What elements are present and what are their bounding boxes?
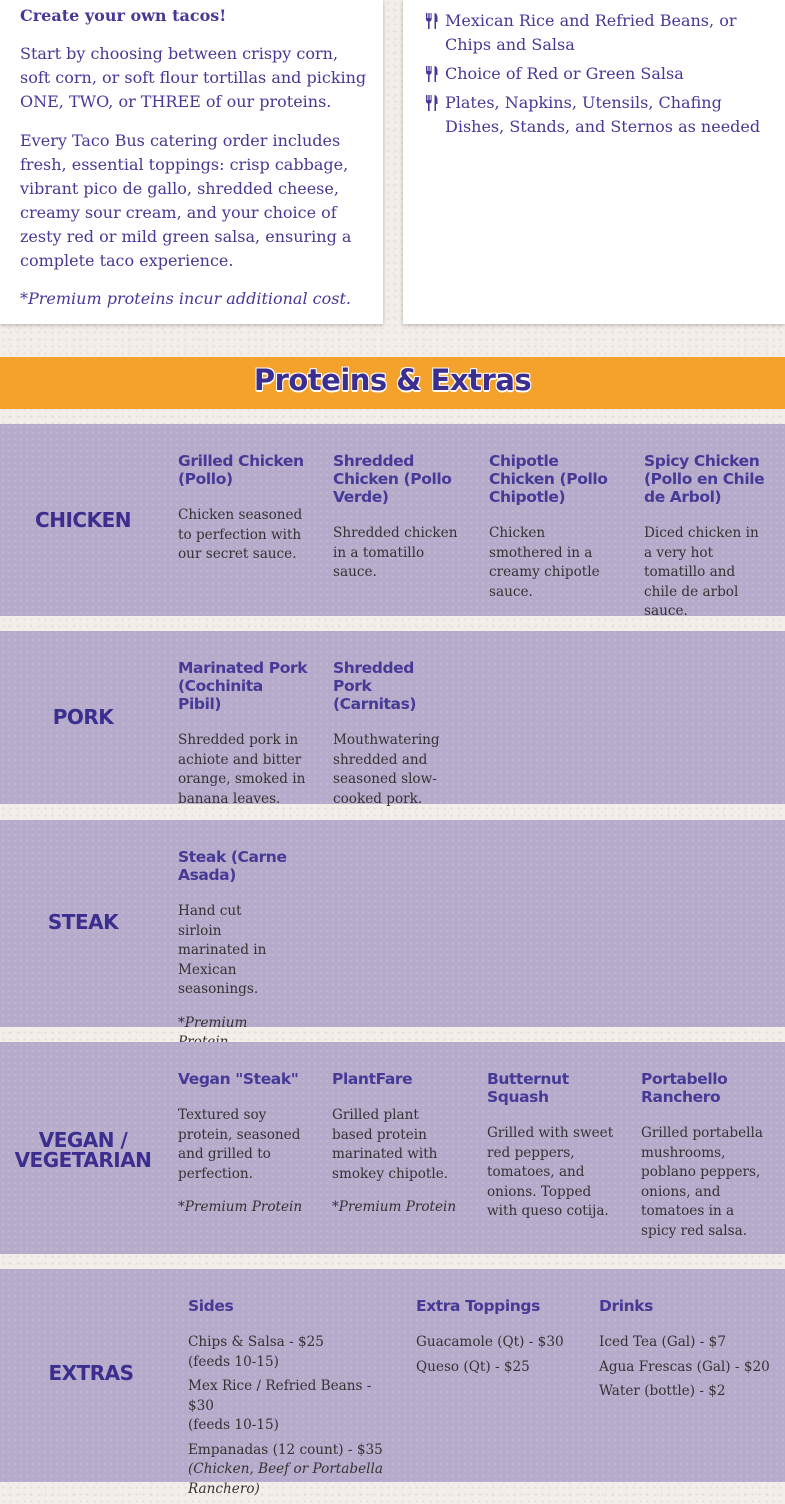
included-item-text: Choice of Red or Green Salsa bbox=[445, 64, 684, 83]
menu-item bbox=[333, 452, 465, 583]
menu-item bbox=[644, 452, 768, 622]
steak-section bbox=[0, 820, 785, 1031]
extras-line-sub: (feeds 10-15) bbox=[188, 1417, 279, 1433]
item-description: Diced chicken in a very hot tomatillo and chile de arbol sauce. bbox=[644, 525, 759, 619]
menu-item bbox=[489, 452, 621, 602]
premium-note: *Premium Protein bbox=[178, 1199, 303, 1215]
item-description: Textured soy protein, seasoned and grilled to perfection. bbox=[178, 1107, 301, 1182]
item-description: Grilled with sweet red peppers, tomatoes, and onions. Topped with queso cotija. bbox=[487, 1125, 614, 1219]
extras-line-text: Empanadas (12 count) - $35 bbox=[188, 1441, 383, 1458]
item-description: Grilled portabella mushrooms, poblano peppers, onions, and tomatoes in a spicy red salsa. bbox=[641, 1125, 763, 1239]
item-title: Steak (Carne Asada) bbox=[178, 848, 287, 884]
menu-item bbox=[178, 452, 308, 565]
intro-title: Create your own tacos! bbox=[20, 6, 227, 25]
included-item bbox=[425, 91, 770, 139]
menu-item bbox=[333, 659, 443, 809]
extras-drinks bbox=[599, 1297, 779, 1407]
extras-line-sub: (feeds 10-15) bbox=[188, 1353, 279, 1370]
item-title: Shredded Pork (Carnitas) bbox=[333, 659, 417, 713]
item-title: Marinated Pork (Cochinita Pibil) bbox=[178, 659, 308, 713]
fork-knife-icon bbox=[425, 65, 439, 83]
item-title: Portabello Ranchero bbox=[641, 1070, 728, 1106]
item-description: Chicken smothered in a creamy chipotle sauce. bbox=[489, 525, 600, 600]
extras-line: Water (bottle) - $2 bbox=[599, 1383, 726, 1399]
extras-line-text: Chips & Salsa - $25 bbox=[188, 1334, 324, 1350]
category-label-steak: STEAK bbox=[47, 910, 119, 934]
vegan-section bbox=[0, 1042, 785, 1254]
included-item bbox=[425, 62, 770, 86]
item-title: PlantFare bbox=[332, 1070, 413, 1088]
item-description: Shredded pork in achiote and bitter orange, smoked in banana leaves. bbox=[178, 732, 306, 807]
menu-item bbox=[178, 659, 310, 809]
intro-paragraph-1: Start by choosing between crispy corn, soft corn, or soft flour tortillas and picking ONE, TWO, or THREE of our proteins. bbox=[20, 44, 367, 111]
extras-line: Guacamole (Qt) - $30 bbox=[416, 1334, 564, 1350]
extras-drinks-title: Drinks bbox=[599, 1297, 653, 1315]
category-label-chicken: CHICKEN bbox=[35, 508, 131, 532]
extras-line bbox=[188, 1333, 388, 1372]
extras-line bbox=[188, 1441, 388, 1500]
extras-line: Iced Tea (Gal) - $7 bbox=[599, 1334, 726, 1350]
menu-item bbox=[641, 1070, 767, 1241]
item-title: Spicy Chicken (Pollo en Chile de Arbol) bbox=[644, 452, 765, 506]
item-title: Vegan "Steak" bbox=[178, 1070, 299, 1088]
menu-item bbox=[178, 848, 288, 1052]
category-label-vegan: VEGAN / VEGETARIAN bbox=[14, 1128, 152, 1172]
item-description: Mouthwatering shredded and seasoned slow-cooked pork. bbox=[333, 732, 440, 807]
fork-knife-icon bbox=[425, 12, 439, 30]
menu-item bbox=[332, 1070, 462, 1217]
extras-line bbox=[188, 1377, 388, 1436]
fork-knife-icon bbox=[425, 94, 439, 112]
extras-section bbox=[0, 1269, 785, 1497]
item-description: Chicken seasoned to perfection with our secret sauce. bbox=[178, 507, 303, 562]
category-label-pork: PORK bbox=[52, 705, 114, 729]
item-description: Grilled plant based protein marinated with smokey chipotle. bbox=[332, 1107, 449, 1182]
extras-line-text: Mex Rice / Refried Beans - $30 bbox=[188, 1378, 372, 1414]
intro-card bbox=[0, 0, 383, 324]
extras-toppings bbox=[416, 1297, 576, 1382]
item-description: Shredded chicken in a tomatillo sauce. bbox=[333, 525, 458, 580]
item-description: Hand cut sirloin marinated in Mexican seasonings. bbox=[178, 903, 267, 997]
item-title: Grilled Chicken (Pollo) bbox=[178, 452, 304, 488]
included-item-text: Mexican Rice and Refried Beans, or Chips and Salsa bbox=[445, 11, 737, 54]
menu-item bbox=[178, 1070, 308, 1217]
extras-sides bbox=[188, 1297, 388, 1504]
included-item-text: Plates, Napkins, Utensils, Chafing Dishes, Stands, and Sternos as needed bbox=[445, 93, 761, 136]
item-title: Butternut Squash bbox=[487, 1070, 569, 1106]
premium-note: *Premium Protein bbox=[332, 1199, 457, 1215]
premium-note: *Premium bbox=[178, 1014, 248, 1031]
extras-line-sub: (Chicken, Beef or Portabella Ranchero) bbox=[188, 1461, 383, 1497]
item-title: Chipotle Chicken (Pollo Chipotle) bbox=[489, 452, 608, 506]
item-title: Shredded Chicken (Pollo Verde) bbox=[333, 452, 452, 506]
extras-toppings-title: Extra Toppings bbox=[416, 1297, 540, 1315]
intro-note: *Premium proteins incur additional cost. bbox=[20, 289, 351, 308]
category-label-extras: EXTRAS bbox=[48, 1361, 134, 1385]
proteins-extras-banner bbox=[0, 357, 785, 409]
included-item bbox=[425, 9, 770, 57]
pork-section bbox=[0, 631, 785, 807]
intro-paragraph-2: Every Taco Bus catering order includes fresh, essential toppings: crisp cabbage, vibrant pico de gallo, shredded cheese, creamy sour cream, and your choice of zesty red or mild green salsa, ensuring a complete taco experience. bbox=[20, 131, 352, 270]
extras-line: Agua Frescas (Gal) - $20 bbox=[599, 1358, 770, 1375]
menu-item bbox=[487, 1070, 617, 1222]
extras-line: Queso (Qt) - $25 bbox=[416, 1358, 530, 1375]
extras-sides-title: Sides bbox=[188, 1297, 234, 1315]
chicken-section bbox=[0, 424, 785, 619]
included-card bbox=[403, 0, 785, 324]
banner-title: Proteins & Extras bbox=[253, 363, 532, 397]
